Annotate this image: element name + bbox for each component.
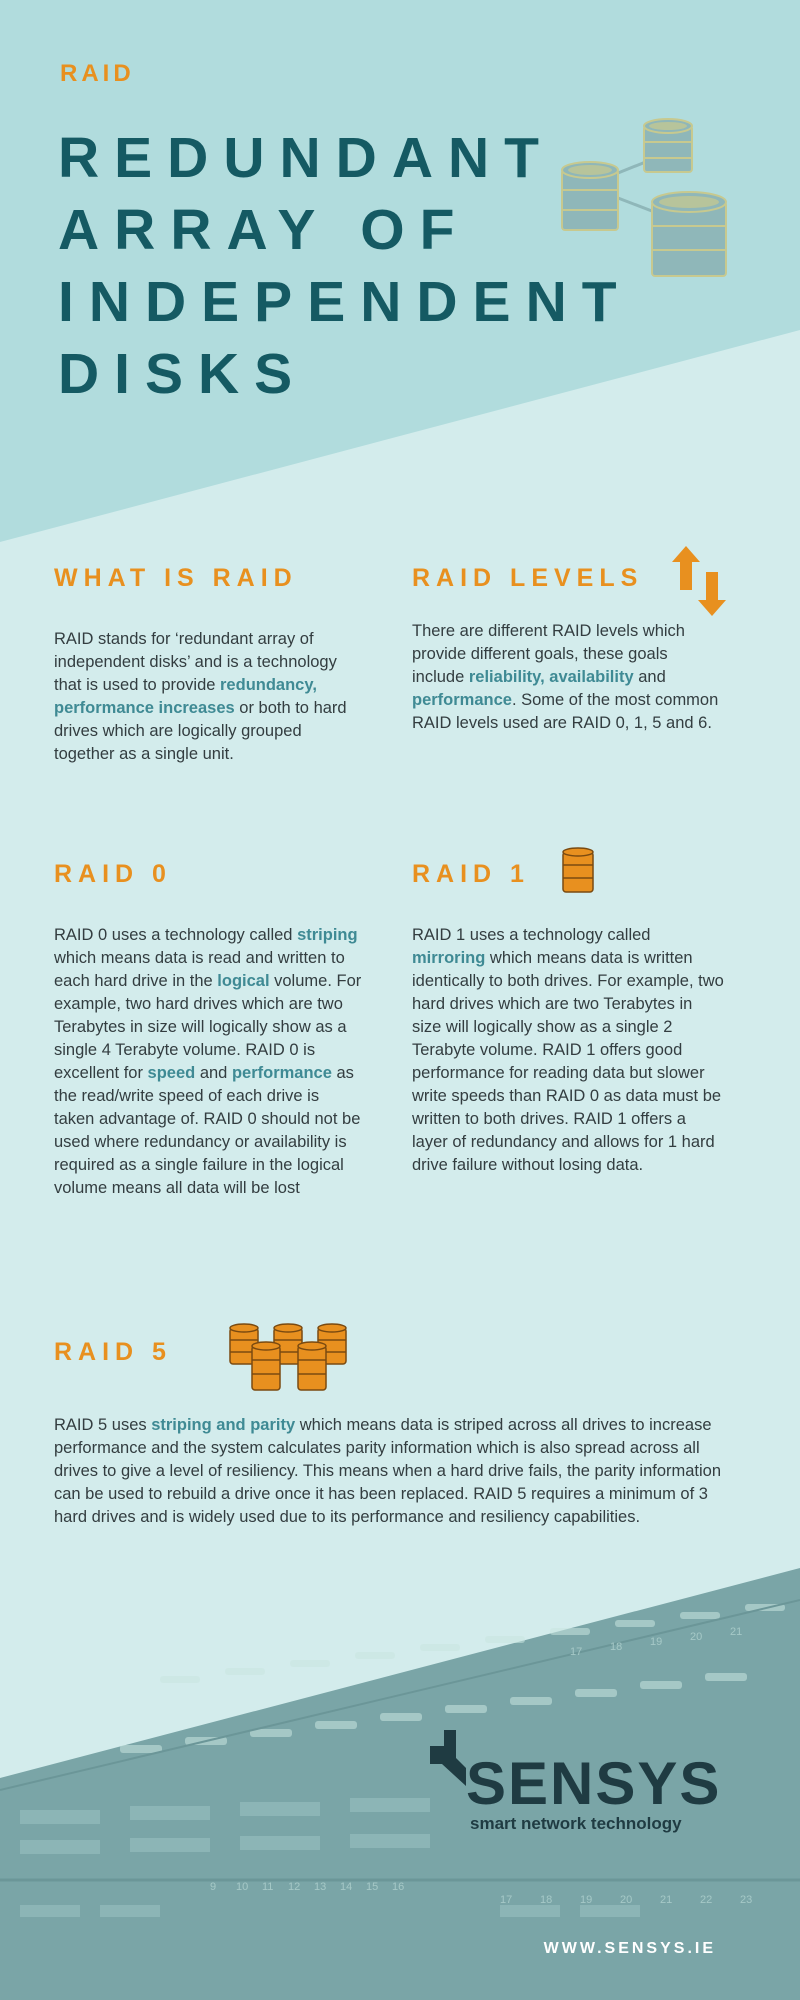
highlight-text: mirroring xyxy=(412,949,486,967)
website-url: WWW.SENSYS.IE xyxy=(543,1940,716,1957)
port-number: 14 xyxy=(340,1881,353,1893)
raid1-text xyxy=(412,924,724,1177)
highlight-text: performance xyxy=(231,1064,332,1082)
port-number: 22 xyxy=(700,1894,713,1906)
highlight-text: reliability, availability xyxy=(468,668,634,686)
port-number: 18 xyxy=(610,1641,623,1653)
text-run: as the read/write speed of each drive is taken advantage of. RAID 0 should not be used where redundancy or availability is required as a single failure in the logical volume means all data will be lost xyxy=(54,1064,361,1197)
text-run: RAID 0 uses a technology called xyxy=(54,926,298,944)
port-number: 18 xyxy=(540,1894,553,1906)
port-number: 20 xyxy=(620,1894,633,1906)
title-line: REDUNDANT xyxy=(58,126,554,190)
highlight-text: performance xyxy=(412,691,512,709)
arrows-up-down-icon xyxy=(668,542,730,620)
what-is-raid-text xyxy=(54,628,364,766)
text-run: and xyxy=(195,1064,232,1082)
port-number: 21 xyxy=(730,1626,743,1638)
text-run: volume. For example, two hard drives which are two Terabytes in size will logically show as a single 4 Terabyte volume. RAID 0 is excellent for xyxy=(54,972,362,1082)
title-line: ARRAY OF xyxy=(58,198,470,262)
highlight-text: logical xyxy=(217,972,270,990)
raid5-text xyxy=(54,1414,730,1529)
title-line: DISKS xyxy=(58,342,308,406)
text-run: which means data is written identically to both drives. For example, two hard drives which are two Terabytes in size will logically show as a single 2 Terabyte volume. RAID 1 offers good performance for reading data but slower write speeds than RAID 0 as data must be written to both drives. RAID 1 offers a layer of redundancy and allows for 1 hard drive failure without losing data. xyxy=(412,949,724,1174)
raid-levels-text xyxy=(412,620,724,735)
what-is-raid-heading: WHAT IS RAID xyxy=(54,564,298,592)
sensys-logo xyxy=(430,1728,730,1843)
text-run: . Some of the most common RAID levels used are RAID 0, 1, 5 and 6. xyxy=(412,691,719,732)
title-line: INDEPENDENT xyxy=(58,270,632,334)
text-run: which means data is striped across all drives to increase performance and the system calculates parity information which is also spread across all drives to give a level of resiliency. This means when a hard drive fails, the parity information can be used to rebuild a drive once it has been replaced. RAID 5 requires a minimum of 3 hard drives and is widely used due to its performance and resiliency capabilities. xyxy=(54,1416,722,1526)
sensys-logo-mark xyxy=(430,1728,730,1838)
text-run: or both to hard drives which are logically grouped together as a single unit. xyxy=(54,699,347,763)
raid1-heading: RAID 1 xyxy=(412,860,530,888)
kicker-label: RAID xyxy=(60,60,135,87)
text-run: which means data is read and written to each hard drive in the xyxy=(54,949,345,990)
database-stack-icon xyxy=(226,1322,354,1394)
text-run: There are different RAID levels which provide different goals, these goals include xyxy=(412,622,685,686)
port-number: 11 xyxy=(262,1881,274,1893)
logo-name: SENSYS xyxy=(466,1750,722,1817)
raid5-heading: RAID 5 xyxy=(54,1338,172,1366)
port-number: 15 xyxy=(366,1881,379,1893)
text-run: RAID 5 uses xyxy=(54,1416,152,1434)
port-number: 17 xyxy=(500,1894,513,1906)
port-number: 13 xyxy=(314,1881,327,1893)
raid0-heading: RAID 0 xyxy=(54,860,172,888)
highlight-text: speed xyxy=(147,1064,196,1082)
database-icon xyxy=(560,846,596,896)
highlight-text: striping and parity xyxy=(151,1416,296,1434)
raid0-text xyxy=(54,924,362,1200)
port-number: 21 xyxy=(660,1894,673,1906)
database-cluster-icon xyxy=(558,118,738,288)
port-number: 17 xyxy=(570,1646,583,1658)
port-number: 19 xyxy=(650,1636,663,1648)
port-number: 23 xyxy=(740,1894,753,1906)
port-number: 20 xyxy=(690,1631,703,1643)
text-run: RAID stands for ‘redundant array of independent disks’ and is a technology that is used to provide xyxy=(54,630,337,694)
highlight-text: redundancy, performance increases xyxy=(54,676,317,717)
text-run: RAID 1 uses a technology called xyxy=(412,926,651,944)
highlight-text: striping xyxy=(297,926,358,944)
page-title xyxy=(58,122,632,410)
port-number: 16 xyxy=(392,1881,405,1893)
port-number: 9 xyxy=(210,1881,217,1893)
port-number: 12 xyxy=(288,1881,301,1893)
logo-tagline: smart network technology xyxy=(470,1814,682,1833)
raid-levels-heading: RAID LEVELS xyxy=(412,564,644,592)
port-number: 10 xyxy=(236,1881,249,1893)
port-number: 19 xyxy=(580,1894,593,1906)
text-run: and xyxy=(633,668,666,686)
